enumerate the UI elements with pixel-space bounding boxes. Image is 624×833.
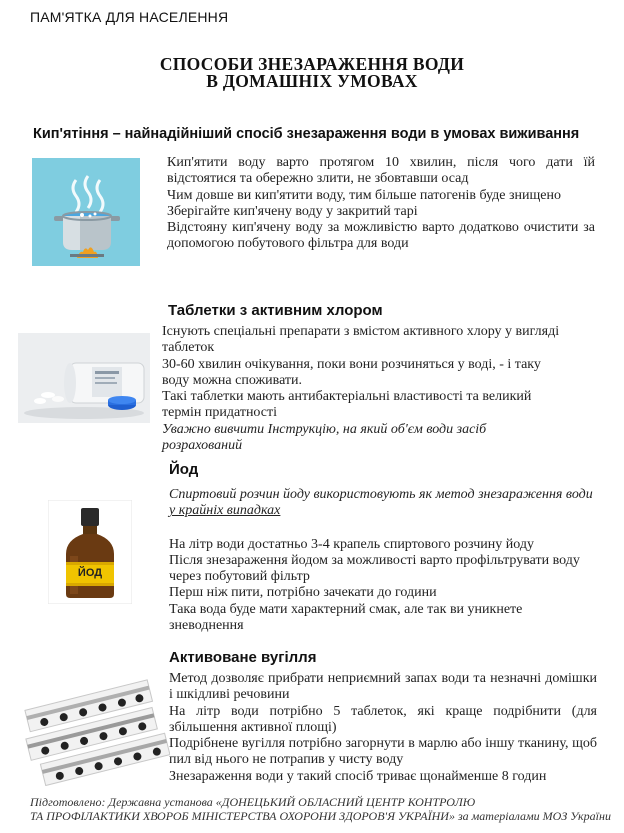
boiling-text [167, 155, 595, 253]
charcoal-tablets-image [20, 676, 170, 786]
boiling-paragraph: Відстояну кип'ячену воду за можливістю варто додатково очистити за допомогою побутового фільтра для води [167, 220, 595, 252]
boiling-pot-icon [32, 158, 140, 266]
iodine-heading: Йод [169, 461, 199, 478]
iodine-intro: Спиртовий розчин йоду використовують як метод знезараження води [169, 487, 593, 502]
charcoal-paragraph: Знезараження води у такий спосіб триває щонайменше 8 годин [169, 768, 547, 784]
chlorine-tablets-image [18, 333, 150, 423]
tablet-bottle-icon [18, 333, 150, 423]
boiling-paragraph: Чим довше ви кип'ятити воду, тим більше патогенів буде знищено [167, 187, 562, 203]
chlorine-text [162, 324, 562, 454]
boiling-heading: Кип'ятіння – найнадійніший спосіб знезараження води в умовах виживання [33, 126, 580, 142]
chlorine-paragraph: Такі таблетки мають антибактеріальні властивості та великий термін придатності [162, 389, 532, 421]
iodine-bottle-label: ЙОД [77, 567, 103, 579]
charcoal-paragraph: На літр води потрібно 5 таблеток, які краще подрібнити (для збільшення активної площі) [169, 703, 597, 735]
iodine-bottle-image [48, 500, 132, 604]
boiling-paragraph: Зберігайте кип'ячену воду у закритий тарі [167, 203, 418, 219]
charcoal-paragraph: Подрібнене вугілля потрібно загорнути в марлю або іншу тканину, щоб пил від нього не потрапив у чисту воду [169, 736, 597, 768]
iodine-paragraph: Така вода буде мати характерний смак, але так ви уникнете зневоднення [169, 601, 523, 634]
iodine-text [169, 487, 599, 634]
boiling-pot-image [32, 158, 140, 266]
chlorine-paragraph: Існують спеціальні препарати з вмістом активного хлору у вигляді таблеток [162, 324, 560, 356]
footer-line: Підготовлено: Державна установа «ДОНЕЦЬКИЙ ОБЛАСНИЙ ЦЕНТР КОНТРОЛЮ [30, 795, 476, 809]
page-title-line1: СПОСОБИ ЗНЕЗАРАЖЕННЯ ВОДИ [159, 54, 465, 74]
charcoal-paragraph: Метод дозволяє прибрати неприємний запах води та незначні домішки і шкідливі речовини [169, 671, 597, 703]
chlorine-paragraph: Уважно вивчити Інструкцію, на який об'єм води засіб розрахований [162, 421, 487, 454]
header-label: ПАМ'ЯТКА ДЛЯ НАСЕЛЕННЯ [30, 9, 229, 25]
iodine-bottle-icon [48, 500, 132, 604]
charcoal-text [169, 671, 597, 785]
charcoal-heading: Активоване вугілля [169, 649, 317, 666]
iodine-paragraph [169, 487, 599, 520]
charcoal-blister-icon [20, 676, 170, 786]
footer-line: ТА ПРОФІЛАКТИКИ ХВОРОБ МІНІСТЕРСТВА ОХОРОНИ ЗДОРОВ'Я УКРАЇНИ» за матеріалами МОЗ України [30, 809, 611, 823]
boiling-paragraph: Кип'ятити воду варто протягом 10 хвилин, після чого дати їй відстоятися та обережно злити, не збовтавши осад [167, 155, 595, 187]
iodine-paragraph: Перш ніж пити, потрібно зачекати до години [169, 585, 437, 601]
page-title-line2: В ДОМАШНІХ УМОВАХ [206, 71, 418, 91]
page-title [0, 56, 624, 90]
iodine-paragraph: Після знезараження йодом за можливості варто профільтрувати воду через побутовий фільтр [169, 552, 580, 585]
footer [30, 795, 611, 823]
iodine-emphasis: у крайніх випадках [169, 503, 281, 519]
chlorine-paragraph: 30-60 хвилин очікування, поки вони розчиняться у воді, - і таку воду можна споживати. [162, 356, 541, 388]
chlorine-heading: Таблетки з активним хлором [168, 302, 383, 319]
iodine-paragraph: На літр води достатньо 3-4 крапель спиртового розчину йоду [169, 536, 534, 552]
